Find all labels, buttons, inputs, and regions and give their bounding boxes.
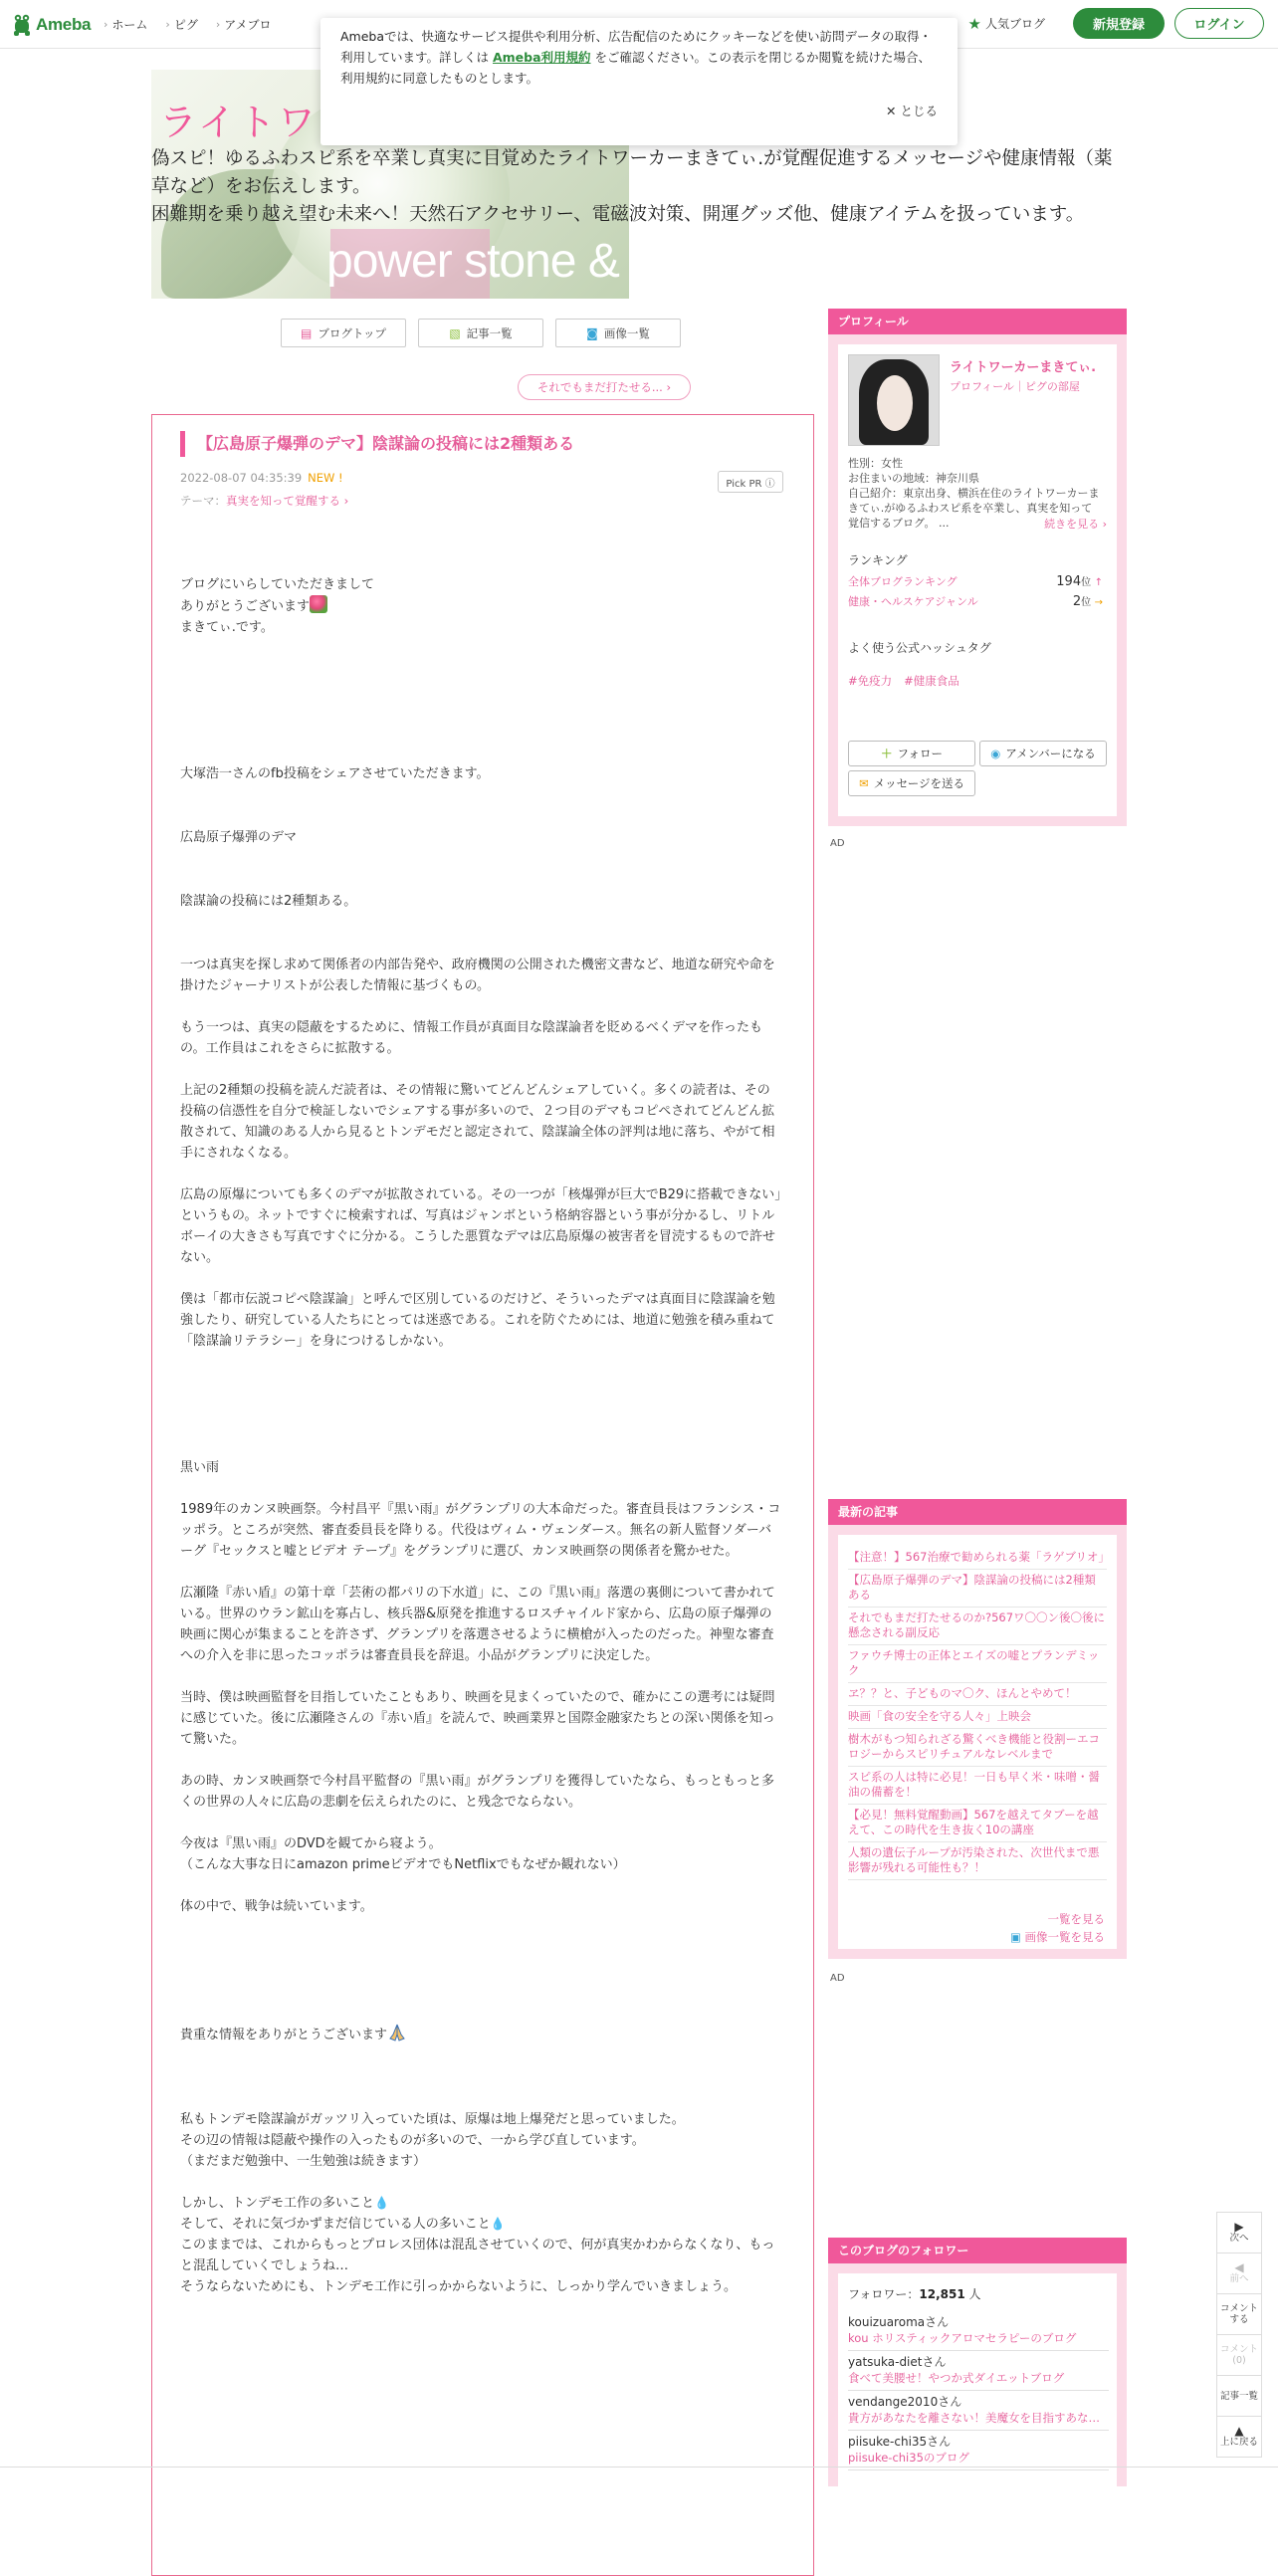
body-paragraph-11: 体の中で、戦争は続いています。 bbox=[180, 1899, 373, 1914]
follower-blog[interactable]: 貴方があなたを離さない！美魔女を目指すあな… bbox=[848, 2411, 1100, 2425]
terms-of-use-link[interactable]: Ameba利用規約 bbox=[492, 50, 591, 65]
body-paragraph-8: 当時、僕は映画監督を目指していたこともあり、映画を見まくっていたので、確かにこの選考には疑問に感じていた。後に広瀬隆さんの『赤い盾』を読んで、映画業界と国際金融家たちとの深い関係を知って驚いた。 bbox=[180, 1690, 775, 1747]
latest-item[interactable]: 映画「食の安全を守る人々」上映会 bbox=[848, 1706, 1107, 1729]
cookie-text-before: Amebaでは、快適なサービス提供や利用分析、広告配信のためにクッキーなどを使い訪問データの取得・利用しています。詳しくは bbox=[340, 29, 933, 65]
follower-item bbox=[848, 2311, 1109, 2351]
body-heading-1: 広島原子爆弾のデマ bbox=[180, 830, 298, 845]
avatar[interactable] bbox=[848, 354, 940, 446]
sweat-drop-icon: 💧 bbox=[490, 2217, 506, 2231]
follower-count-label: フォロワー： bbox=[848, 2287, 920, 2301]
hashtag-list bbox=[848, 673, 959, 689]
follower-count-unit: 人 bbox=[968, 2287, 981, 2301]
article bbox=[151, 414, 814, 2576]
cookie-text-after: をご確認ください。この表示を閉じるか閲覧を続けた場合、利用規約に同意したものとします。 bbox=[340, 50, 932, 86]
article-date: 2022-08-07 04:35:39 bbox=[180, 471, 303, 485]
theme-label: テーマ： bbox=[180, 494, 226, 508]
login-button[interactable]: ログイン bbox=[1174, 8, 1264, 39]
chevron-right-icon: › bbox=[1099, 518, 1107, 531]
profile-more-label: 続きを見る bbox=[1044, 518, 1100, 531]
follow-label: フォロー bbox=[897, 747, 943, 760]
avatar-face bbox=[877, 375, 913, 431]
prev-entry-button[interactable] bbox=[1217, 2254, 1261, 2294]
amember-label: アメンバーになる bbox=[1005, 747, 1096, 760]
blog-description-line2: 困難期を乗り越え望む未来へ！天然石アクセサリー、電磁波対策、開運グッズ他、健康アイテムを扱っています。 bbox=[151, 204, 1085, 225]
article-body bbox=[180, 574, 781, 2297]
next-entry-button[interactable] bbox=[1217, 2213, 1261, 2254]
latest-item[interactable]: 人類の遺伝子ループが汚染された、次世代まで悪影響が残れる可能性も？！ bbox=[848, 1842, 1107, 1880]
latest-heading: 最新の記事 bbox=[828, 1499, 1127, 1525]
ranking-genre-value: 2 bbox=[1072, 594, 1082, 609]
article-title[interactable]: 【広島原子爆弾のデマ】陰謀論の投稿には2種類ある bbox=[180, 431, 794, 457]
ranking-unit: 位 bbox=[1081, 577, 1092, 588]
chevron-right-icon: › bbox=[666, 380, 672, 394]
plus-icon: ＋ bbox=[881, 747, 893, 760]
page-bottom-divider bbox=[0, 2467, 1278, 2468]
follower-name[interactable]: vendange2010さん bbox=[848, 2395, 962, 2409]
latest-inner bbox=[838, 1535, 1117, 1949]
ranking-title: ランキング bbox=[848, 553, 908, 567]
amember-button[interactable] bbox=[979, 741, 1107, 766]
latest-item[interactable]: ファウチ博士の正体とエイズの嘘とプランデミック bbox=[848, 1645, 1107, 1683]
tab-image-list-label: 画像一覧 bbox=[603, 325, 650, 340]
cookie-consent-dialog bbox=[320, 18, 958, 145]
popular-blogs-label: 人気ブログ bbox=[984, 17, 1045, 31]
ranking-genre-label: 健康・ヘルスケアジャンル bbox=[848, 595, 978, 608]
body-paragraph-12c: （まだまだ勉強中、一生勉強は続きます） bbox=[180, 2154, 427, 2169]
message-label: メッセージを送る bbox=[873, 776, 964, 790]
follower-item bbox=[848, 2391, 1109, 2431]
body-paragraph-13b bbox=[180, 2214, 781, 2235]
chevron-right-icon: › bbox=[104, 18, 108, 31]
body-paragraph-13a bbox=[180, 2193, 781, 2214]
profile-box bbox=[828, 309, 1127, 826]
praying-hands-icon bbox=[387, 2023, 407, 2042]
blog-tabs bbox=[281, 319, 681, 347]
body-paragraph-13d: そうならないためにも、トンデモ工作に引っかからないように、しっかり学んでいきましょう。 bbox=[180, 2279, 738, 2294]
next-article-label: それでもまだ打たせる... bbox=[536, 380, 663, 394]
body-greeting-2-text: ありがとうございます bbox=[180, 599, 311, 614]
body-paragraph-1: 一つは真実を探し求めて関係者の内部告発や、政府機関の公開された機密文書など、地道な研究や命を掛けたジャーナリストが公表した情報に基づくもの。 bbox=[180, 958, 775, 993]
tab-blog-top-label: ブログトップ bbox=[318, 325, 386, 340]
header-actions bbox=[968, 8, 1264, 39]
ranking-overall-value-wrap bbox=[1056, 573, 1103, 589]
follower-name[interactable]: yatsuka-dietさん bbox=[848, 2355, 947, 2369]
triangle-up-icon: ▲ bbox=[1234, 2424, 1244, 2438]
ranking-genre-value-wrap bbox=[1073, 593, 1103, 609]
nav-pigg-label: ピグ bbox=[173, 18, 198, 32]
ranking-row-overall[interactable] bbox=[848, 573, 1103, 589]
chevron-right-icon: › bbox=[340, 494, 349, 508]
follower-name[interactable]: piisuke-chi35さん bbox=[848, 2435, 952, 2449]
body-paragraph-10b: （こんな大事な日にamazon primeビデオでもNetflixでもなぜか観れない） bbox=[180, 1857, 626, 1872]
follower-count-value: 12,851 bbox=[919, 2287, 965, 2301]
pick-pr-button[interactable]: Pick PR ⓘ bbox=[718, 471, 783, 493]
follower-name[interactable]: kouizuaromaさん bbox=[848, 2315, 950, 2329]
register-button[interactable]: 新規登録 bbox=[1073, 8, 1165, 39]
ranking-unit: 位 bbox=[1081, 597, 1092, 608]
chevron-right-icon: › bbox=[215, 18, 221, 31]
floating-article-nav bbox=[1216, 2212, 1262, 2458]
prev-entry-label: 前へ bbox=[1229, 2273, 1249, 2284]
latest-item[interactable]: スピ系の人は特に必見！一日も早く米・味噌・醤油の備蓄を！ bbox=[848, 1767, 1107, 1805]
global-nav bbox=[104, 16, 272, 33]
blog-description-line1: 偽スピ！ゆるふわスピ系を卒業し真実に目覚めたライトワーカーまきてぃ.が覚醒促進するメッセージや健康情報（薬草など）をお伝えします。 bbox=[151, 148, 1113, 197]
body-paragraph-12a: 私もトンデモ陰謀論がガッツリ入っていた頃は、原爆は地上爆発だと思っていました。 bbox=[180, 2112, 685, 2127]
ameba-logo[interactable] bbox=[12, 13, 91, 37]
followers-box bbox=[828, 2238, 1127, 2486]
body-thanks-text: 貴重な情報をありがとうございます bbox=[180, 2028, 388, 2042]
rank-up-icon: ↑ bbox=[1094, 577, 1103, 588]
banner-title: ライトワ bbox=[159, 103, 318, 144]
ranking-overall-value: 194 bbox=[1056, 574, 1082, 589]
body-greeting-3: まきてぃ.です。 bbox=[180, 620, 274, 635]
nav-ameblo[interactable] bbox=[216, 16, 272, 33]
image-icon: ▣ bbox=[1009, 1930, 1025, 1944]
nav-ameblo-label: アメブロ bbox=[224, 18, 272, 32]
body-kuroi-ame: 黒い雨 bbox=[180, 1460, 220, 1475]
body-paragraph-3: 上記の2種類の投稿を読んだ読者は、その情報に驚いてどんどんシェアしていく。多くの読者は、その投稿の信憑性を自分で検証しないでシェアする事が多いので、２つ目のデマもコピペされてどんどん拡散されて、知識のある人から見るとトンデモだと認定されて、陰謀論全体の評判は地に落ち、やがて相手にされなくなる。 bbox=[180, 1083, 775, 1161]
body-heading-2: 陰謀論の投稿には2種類ある。 bbox=[180, 894, 357, 909]
latest-item[interactable]: ヱ？？と、子どものマ〇ク、ほんとやめて！ bbox=[848, 1683, 1107, 1706]
body-paragraph-4: 広島の原爆についても多くのデマが拡散されている。その一つが「核爆弾が巨大でB29に搭載できない」というもの。ネットですぐに検索すれば、写真はジャンボという格納容器という事が分かるし、リトルボーイの大きさも写真ですぐに分かる。こうした悪質なデマは広島原爆の被害者を冒涜するもので許せない。 bbox=[180, 1187, 781, 1265]
next-article-link[interactable] bbox=[518, 374, 691, 400]
article-theme bbox=[180, 493, 348, 509]
star-icon: ★ bbox=[967, 14, 981, 33]
ranking-row-genre[interactable] bbox=[848, 593, 1103, 609]
comment-count-button[interactable]: コメント(0) bbox=[1217, 2335, 1261, 2376]
chevron-right-icon: › bbox=[165, 18, 170, 31]
follower-item bbox=[848, 2431, 1109, 2470]
blog-top-icon: ▤ bbox=[301, 325, 313, 340]
play-left-icon: ◀ bbox=[1234, 2260, 1244, 2274]
follower-count bbox=[848, 2285, 981, 2302]
follow-button[interactable] bbox=[848, 741, 975, 766]
logo-text: Ameba bbox=[36, 15, 92, 34]
profile-gender: 性別：女性 bbox=[848, 457, 903, 470]
back-to-top-label: 上に戻る bbox=[1219, 2437, 1258, 2448]
latest-list bbox=[848, 1547, 1110, 1880]
tab-image-list[interactable] bbox=[555, 319, 681, 347]
comment-button[interactable]: コメントする bbox=[1217, 2294, 1261, 2335]
tab-entry-list-label: 記事一覧 bbox=[466, 325, 513, 340]
latest-item[interactable]: 【必見！無料覚醒動画】567を越えてタブーを越えて、この時代を生き抜く10の講座 bbox=[848, 1805, 1107, 1842]
entry-list-icon: ▧ bbox=[449, 325, 461, 340]
hashtag-title: よく使う公式ハッシュタグ bbox=[848, 641, 991, 655]
next-entry-label: 次へ bbox=[1229, 2233, 1249, 2244]
latest-item[interactable]: 樹木がもつ知られざる驚くべき機能と役割ーエコロジーからスピリチュアルなレベルまで bbox=[848, 1729, 1107, 1767]
follower-blog[interactable]: 食べて美腰せ！やつか式ダイエットブログ bbox=[848, 2371, 1065, 2385]
follower-blog[interactable]: kou ホリスティックアロマセラピーのブログ bbox=[848, 2331, 1077, 2345]
body-paragraph-2: もう一つは、真実の隠蔽をするために、情報工作員が真面目な陰謀論者を貶めるべくデマを作ったもの。工作員はこれをさらに拡散する。 bbox=[180, 1020, 763, 1056]
profile-links[interactable]: プロフィール｜ピグの部屋 bbox=[950, 380, 1080, 393]
play-right-icon: ▶ bbox=[1234, 2220, 1244, 2234]
image-list-icon: ◙ bbox=[586, 325, 598, 340]
tab-entry-list[interactable] bbox=[418, 319, 543, 347]
nav-home[interactable] bbox=[104, 16, 147, 33]
profile-heading: プロフィール bbox=[828, 309, 1127, 334]
bouquet-icon bbox=[310, 595, 327, 613]
followers-inner bbox=[838, 2273, 1117, 2486]
body-greeting-2 bbox=[180, 595, 781, 617]
body-paragraph-13a-text: しかし、トンデモ工作の多いこと bbox=[180, 2196, 375, 2211]
banner-subtitle: power stone & bbox=[326, 235, 619, 288]
hashtag-2[interactable]: #健康食品 bbox=[904, 674, 959, 688]
body-paragraph-12b: その辺の情報は隠蔽や操作の入ったものが多いので、一から学び直しています。 bbox=[180, 2133, 645, 2148]
body-paragraph-13c: このままでは、これからもっとプロレス団体は混乱させていくので、何が真実かわからなくなり、もっと混乱していくでしょうね… bbox=[180, 2238, 775, 2273]
entry-list-button[interactable]: 記事一覧 bbox=[1217, 2376, 1261, 2417]
theme-link[interactable]: 真実を知って覚醒する bbox=[226, 494, 340, 508]
profile-intro: 自己紹介：東京出身、横浜在住のライトワーカーまきてぃ.がゆるふわスピ系を卒業し、真実を知って覚信するブログ。 ... bbox=[848, 487, 1100, 530]
amember-icon: ◉ bbox=[990, 747, 1001, 760]
tab-blog-top[interactable] bbox=[281, 319, 406, 347]
back-to-top-button[interactable] bbox=[1217, 2417, 1261, 2457]
popular-blogs-link[interactable] bbox=[968, 15, 1045, 33]
body-paragraph-13b-text: そして、それに気づかずまだ信じている人の多いこと bbox=[180, 2217, 491, 2232]
latest-articles-box bbox=[828, 1499, 1127, 1959]
profile-more-link[interactable] bbox=[1044, 516, 1107, 532]
body-greeting-1: ブログにいらしていただきまして bbox=[180, 577, 375, 592]
latest-item[interactable]: それでもまだ打たせるのか?567ワ〇〇ン後〇後に懸念される副反応 bbox=[848, 1608, 1107, 1645]
blog-description bbox=[151, 145, 1127, 229]
followers-heading: このブログのフォロワー bbox=[828, 2238, 1127, 2263]
envelope-icon: ✉ bbox=[859, 776, 869, 790]
follower-item bbox=[848, 2351, 1109, 2391]
body-thanks bbox=[180, 2023, 781, 2045]
view-list-link[interactable]: 一覧を見る bbox=[1047, 1912, 1105, 1926]
rank-flat-icon: → bbox=[1094, 597, 1103, 608]
new-badge: NEW ! bbox=[308, 471, 343, 485]
follower-list bbox=[848, 2311, 1109, 2470]
view-images-link[interactable] bbox=[1010, 1929, 1105, 1945]
ad-label: AD bbox=[830, 1973, 845, 1984]
body-paragraph-7: 広瀬隆『赤い盾』の第十章「芸術の都パリの下水道」に、この『黒い雨』落選の裏側について書かれている。世界のウラン鉱山を寡占し、核兵器&原発を推進するロスチャイルド家から、広島の原子爆弾の映画に関心が集まることを許さず、グランプリを落選させるように横槍が入ったのだった。神聖な審査への介入を非に思ったコッポラは審査員長を辞退。小品がグランプリに決定した。 bbox=[180, 1586, 775, 1663]
profile-name-link[interactable]: ライトワーカーまきてぃ. bbox=[950, 360, 1097, 375]
article-meta bbox=[180, 471, 343, 485]
ameba-frog-icon bbox=[12, 13, 32, 37]
message-button[interactable] bbox=[848, 770, 975, 796]
sweat-drop-icon: 💧 bbox=[374, 2196, 389, 2210]
follower-blog[interactable]: piisuke-chi35のブログ bbox=[848, 2451, 969, 2465]
profile-area: お住まいの地域：神奈川県 bbox=[848, 472, 979, 485]
nav-pigg[interactable] bbox=[165, 16, 197, 33]
body-paragraph-9: あの時、カンヌ映画祭で今村昌平監督の『黒い雨』がグランプリを獲得していたなら、もっともっと多くの世界の人々に広島の悲劇を伝えられたのに、と残念でならない。 bbox=[180, 1774, 774, 1810]
latest-item[interactable]: 【広島原子爆弾のデマ】陰謀論の投稿には2種類ある bbox=[848, 1570, 1107, 1608]
view-images-label: 画像一覧を見る bbox=[1024, 1930, 1105, 1944]
body-paragraph-5: 僕は「都市伝説コピペ陰謀論」と呼んで区別しているのだけど、そういったデマは真面目に陰謀論を勉強したり、研究している人たちにとっては迷惑である。これを防ぐためには、地道に勉強を積み重ねて「陰謀論リテラシー」を身につけるしかない。 bbox=[180, 1292, 775, 1349]
profile-inner bbox=[838, 344, 1117, 816]
body-paragraph-6: 1989年のカンヌ映画祭。今村昌平『黒い雨』がグランプリの大本命だった。審査員長はフランシス・コッポラ。ところが突然、審査委員長を降りる。代役はヴィム・ヴェンダース。無名の新人監督ソダーバーグ『セックスと嘘とビデオ テープ』をグランプリに選び、カンヌ映画祭の関係者を驚かせた。 bbox=[180, 1502, 781, 1559]
latest-item[interactable]: 【注意！】567治療で勧められる薬「ラゲブリオ」 bbox=[848, 1547, 1107, 1570]
nav-home-label: ホーム bbox=[111, 18, 148, 32]
cookie-consent-text bbox=[340, 26, 938, 89]
ranking-overall-label: 全体ブログランキング bbox=[848, 575, 958, 588]
body-share: 大塚浩一さんのfb投稿をシェアさせていただきます。 bbox=[180, 766, 490, 781]
body-paragraph-10a: 今夜は『黒い雨』のDVDを観てから寝よう。 bbox=[180, 1836, 442, 1851]
cookie-close-button[interactable]: ✕ とじる bbox=[886, 104, 938, 118]
ad-label: AD bbox=[830, 838, 845, 849]
hashtag-1[interactable]: #免疫力 bbox=[848, 674, 893, 688]
